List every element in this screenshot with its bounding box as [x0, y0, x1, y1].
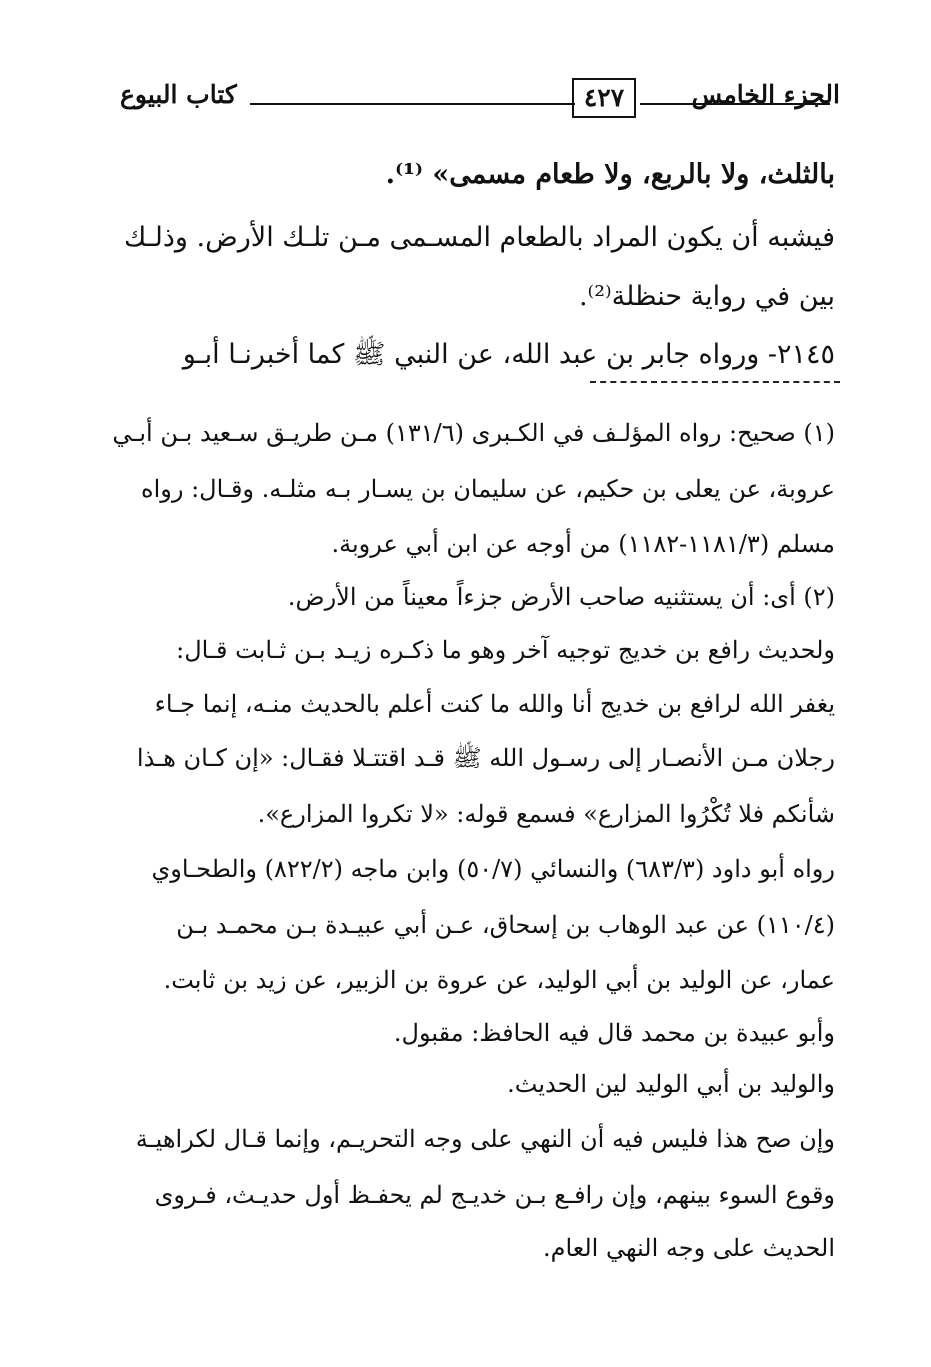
footnote-line-13: والوليد بن أبي الوليد لين الحديث. — [507, 1070, 835, 1098]
main-line-3: بين في رواية حنظلة⁽²⁾. — [578, 281, 835, 312]
footnote-line-6: يغفر الله لرافع بن خديج أنا والله ما كنت أعلم بالحديث منـه، إنما جـاء — [154, 690, 835, 718]
footnote-line-7: رجلان مـن الأنصـار إلى رسـول الله ﷺ قـد اقتتـلا فقـال: «إن كـان هـذا — [136, 744, 835, 772]
footnote-separator — [590, 381, 840, 383]
footnote-line-3: مسلم (١١٨١/٣-١١٨٢) من أوجه عن ابن أبي عروبة. — [331, 530, 835, 558]
page-number: ٤٢٧ — [572, 78, 636, 118]
footnote-line-11: عمار، عن الوليد بن أبي الوليد، عن عروة بن الزبير، عن زيد بن ثابت. — [163, 966, 835, 994]
footnote-line-9: رواه أبو داود (٦٨٣/٣) والنسائي (٥٠/٧) وابن ماجه (٨٢٢/٢) والطحـاوي — [151, 855, 835, 883]
footnote-line-12: وأبو عبيدة بن محمد قال فيه الحافظ: مقبول. — [393, 1019, 835, 1047]
footnote-line-16: الحديث على وجه النهي العام. — [542, 1234, 835, 1262]
footnote-line-14: وإن صح هذا فليس فيه أن النهي على وجه التحريـم، وإنما قـال لكراهيـة — [135, 1125, 835, 1153]
main-line-1: بالثلث، ولا بالربع، ولا طعام مسمى» ⁽¹⁾. — [385, 159, 835, 190]
footnote-line-1: (١) صحيح: رواه المؤلـف في الكـبرى (١٣١/٦) مـن طريـق سـعيد بـن أبـي — [112, 419, 835, 447]
running-header — [120, 78, 840, 124]
main-line-4: ٢١٤٥- ورواه جابر بن عبد الله، عن النبي ﷺ كما أخبرنـا أبـو — [182, 339, 835, 370]
footnote-line-4: (٢) أى: أن يستثنيه صاحب الأرض جزءاً معيناً من الأرض. — [287, 583, 835, 611]
footnote-line-15: وقوع السوء بينهم، وإن رافـع بـن خديـج لم يحفـظ أول حديـث، فـروى — [154, 1181, 835, 1209]
footnote-line-10: (١١٠/٤) عن عبد الوهاب بن إسحاق، عـن أبي عبيـدة بـن محمـد بـن — [176, 911, 835, 939]
header-rule-right — [640, 103, 830, 105]
footnote-line-8: شأنكم فلا تُكْرُوا المزارع» فسمع قوله: «لا تكروا المزارع». — [257, 800, 835, 828]
footnote-line-5: ولحديث رافع بن خديج توجيه آخر وهو ما ذكـره زيـد بـن ثـابت قـال: — [176, 636, 835, 664]
book-title: كتاب البيوع — [120, 80, 237, 109]
header-rule-left — [250, 103, 575, 105]
footnote-line-2: عروبة، عن يعلى بن حكيم، عن سليمان بن يسـار بـه مثلـه. وقـال: رواه — [141, 475, 835, 503]
main-line-2: فيشبه أن يكون المراد بالطعام المسـمى مـن تلـك الأرض. وذلـك — [124, 222, 835, 253]
part-title: الجزء الخامس — [691, 80, 840, 109]
